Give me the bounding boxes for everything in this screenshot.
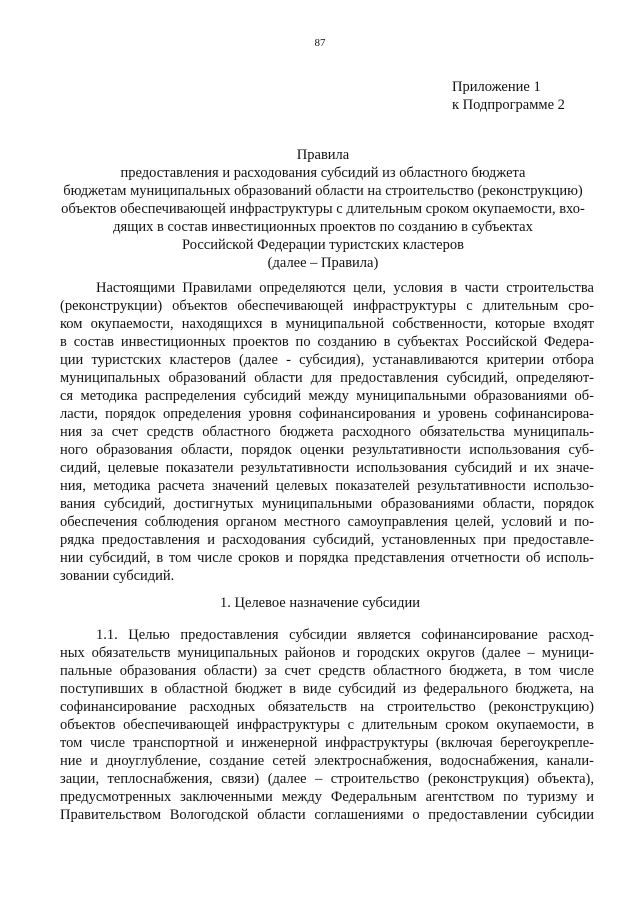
text-line: нии субсидий, в том числе сроков и порядка представления отчетности об исполь- bbox=[60, 550, 594, 566]
text-line: ся методика распределения субсидий между муниципальными образованиями об- bbox=[60, 388, 594, 404]
text-line: Правительством Вологодской области соглашениями о предоставлении субсидии bbox=[60, 807, 594, 823]
text-line: ния за счет средств областного бюджета расходного обязательства муниципаль- bbox=[60, 424, 594, 440]
appendix-reference bbox=[452, 78, 565, 114]
section-heading: 1. Целевое назначение субсидии bbox=[220, 595, 420, 611]
appendix-line: к Подпрограмме 2 bbox=[452, 97, 565, 113]
title-heading: Правила bbox=[296, 147, 350, 163]
text-line: зовании субсидий. bbox=[60, 568, 175, 584]
text-line: (реконструкции) объектов обеспечивающей инфраструктуры с длительным сро- bbox=[60, 298, 594, 314]
text-line: зации, теплоснабжения, связи) (далее – строительство (реконструкция) объекта), bbox=[60, 771, 594, 787]
text-line: вания субсидий, достигнутых муниципальными образованиями области, порядок bbox=[60, 496, 594, 512]
text-line: сидий, целевые показатели результативности использования субсидий и их значе- bbox=[60, 460, 594, 476]
text-line: ных обязательств муниципальных районов и городских округов (далее – муници- bbox=[60, 645, 594, 661]
appendix-line: Приложение 1 bbox=[452, 79, 541, 95]
title-line: дящих в состав инвестиционных проектов по созданию в субъектах bbox=[113, 219, 533, 235]
text-line: софинансирование расходных обязательств на строительство (реконструкцию) bbox=[60, 699, 594, 715]
text-line: предусмотренных заключенными между Федеральным агентством по туризму и bbox=[60, 789, 594, 805]
title-line: предоставления и расходования субсидий из областного бюджета bbox=[120, 165, 526, 181]
text-line: ком окупаемости, находящихся в муниципальной собственности, которые входят bbox=[60, 316, 594, 332]
text-line: ние и дноуглубление, создание сетей электроснабжения, водоснабжения, канали- bbox=[60, 753, 594, 769]
text-line: том числе транспортной и инженерной инфраструктуры (включая берегоукрепле- bbox=[60, 735, 594, 751]
text-line: обеспечения соблюдения органом местного самоуправления целей, условий и по- bbox=[60, 514, 594, 530]
text-line: рядка предоставления и расходования субсидий, установленных при предоставле- bbox=[60, 532, 594, 548]
text-line: муниципальных образований области для предоставления субсидий, определяют- bbox=[60, 370, 594, 386]
text-line: Настоящими Правилами определяются цели, условия в части строительства bbox=[96, 280, 594, 296]
title-line: бюджетам муниципальных образований области на строительство (реконструкцию) bbox=[63, 183, 583, 199]
document-title bbox=[50, 146, 596, 272]
text-line: пальные образования области) за счет средств областного бюджета, в том числе bbox=[60, 663, 594, 679]
page-number: 87 bbox=[314, 37, 326, 49]
text-line: объектов обеспечивающей инфраструктуры с длительным сроком окупаемости, в bbox=[60, 717, 594, 733]
text-line: ния, методика расчета значений целевых показателей результативности использо- bbox=[60, 478, 594, 494]
title-line: объектов обеспечивающей инфраструктуры с длительным сроком окупаемости, вхо- bbox=[61, 201, 585, 217]
text-line: в состав инвестиционных проектов по созданию в субъектах Российской Федера- bbox=[60, 334, 594, 350]
text-line: ции туристских кластеров (далее - субсидия), устанавливаются критерии отбора bbox=[60, 352, 594, 368]
text-line: ласти, порядок определения уровня софинансирования и уровень софинансирова- bbox=[60, 406, 594, 422]
title-line: (далее – Правила) bbox=[267, 255, 379, 271]
text-line: поступивших в областной бюджет в виде субсидий из федерального бюджета, на bbox=[60, 681, 594, 697]
intro-paragraph bbox=[60, 279, 594, 585]
title-line: Российской Федерации туристских кластеров bbox=[182, 237, 464, 253]
section-paragraph bbox=[60, 626, 594, 824]
text-line: ного образования области, порядок оценки результативности использования суб- bbox=[60, 442, 594, 458]
text-line: 1.1. Целью предоставления субсидии является софинансирование расход- bbox=[96, 627, 594, 643]
